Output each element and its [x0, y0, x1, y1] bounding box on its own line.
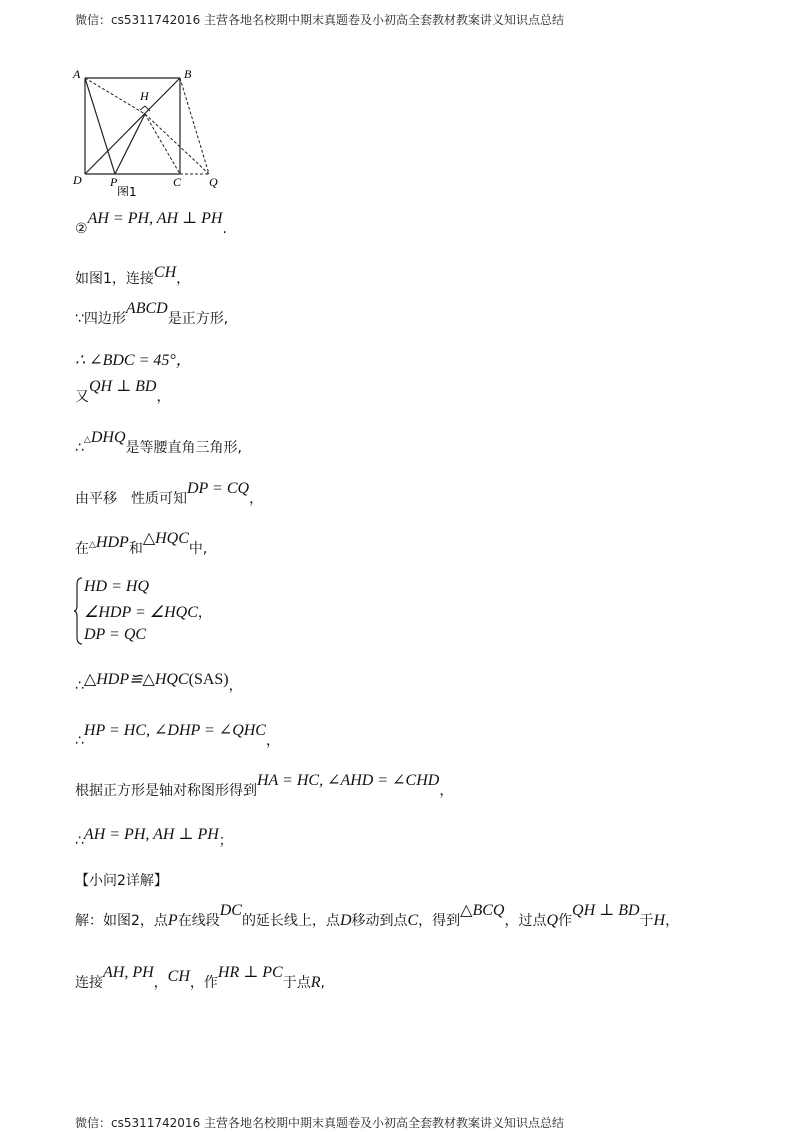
- label-b: B: [184, 67, 192, 81]
- line-14: 解：如图2，点P在线段DC的延长线上，点D移动到点C，得到△BCQ，过点Q作QH ⊥ BD于H，: [75, 902, 680, 929]
- line-12: ∴AH = PH, AH ⊥ PH；: [75, 826, 233, 849]
- line-9: ∴△HDP≌△HQC(SAS)，: [75, 671, 243, 694]
- section-heading: 【小问2详解】: [75, 873, 168, 889]
- dashed-hc: [145, 114, 180, 174]
- label-h: H: [140, 89, 149, 103]
- figure-caption: 图1: [117, 185, 137, 196]
- line-7: 由平移 性质可知DP = CQ，: [75, 480, 264, 507]
- dashed-bq: [180, 78, 209, 174]
- system-eq-2: ∠HDP = ∠HQC，: [84, 604, 212, 621]
- line-10: ∴HP = HC, ∠DHP = ∠QHC，: [75, 722, 280, 749]
- geometry-figure-1: [70, 66, 250, 196]
- label-d: D: [73, 173, 82, 187]
- label-q: Q: [209, 175, 218, 189]
- line-2: 如图1，连接CH，: [75, 264, 191, 287]
- label-p: P: [110, 175, 118, 189]
- segment-hp: [115, 114, 145, 174]
- system-eq-3: DP = QC: [84, 626, 147, 643]
- dashed-hq: [145, 114, 209, 174]
- line-8: 在△HDP和△HQC中,: [75, 530, 208, 557]
- line-5: 又QH ⊥ BD，: [75, 378, 171, 405]
- system-brace: [73, 577, 83, 645]
- label-c: C: [173, 175, 182, 189]
- line-11: 根据正方形是轴对称图形得到HA = HC, ∠AHD = ∠CHD，: [75, 772, 454, 799]
- label-a: A: [73, 67, 81, 81]
- line-3: ∵四边形ABCD是正方形,: [75, 300, 229, 327]
- line-6: ∴△DHQ是等腰直角三角形,: [75, 429, 242, 456]
- line-15: 连接AH, PH，CH，作HR ⊥ PC于点R,: [75, 964, 325, 991]
- line-1: ②AH = PH, AH ⊥ PH.: [75, 210, 227, 237]
- diagonal-bd: [85, 78, 180, 174]
- line-4: ∴ ∠BDC = 45°，: [75, 352, 192, 369]
- system-eq-1: HD = HQ: [84, 578, 150, 595]
- page-header: 微信：cs5311742016 主营各地名校期中期末真题卷及小初高全套教材教案讲义知识点总结: [75, 13, 565, 27]
- page-footer: 微信：cs5311742016 主营各地名校期中期末真题卷及小初高全套教材教案讲义知识点总结: [75, 1116, 565, 1130]
